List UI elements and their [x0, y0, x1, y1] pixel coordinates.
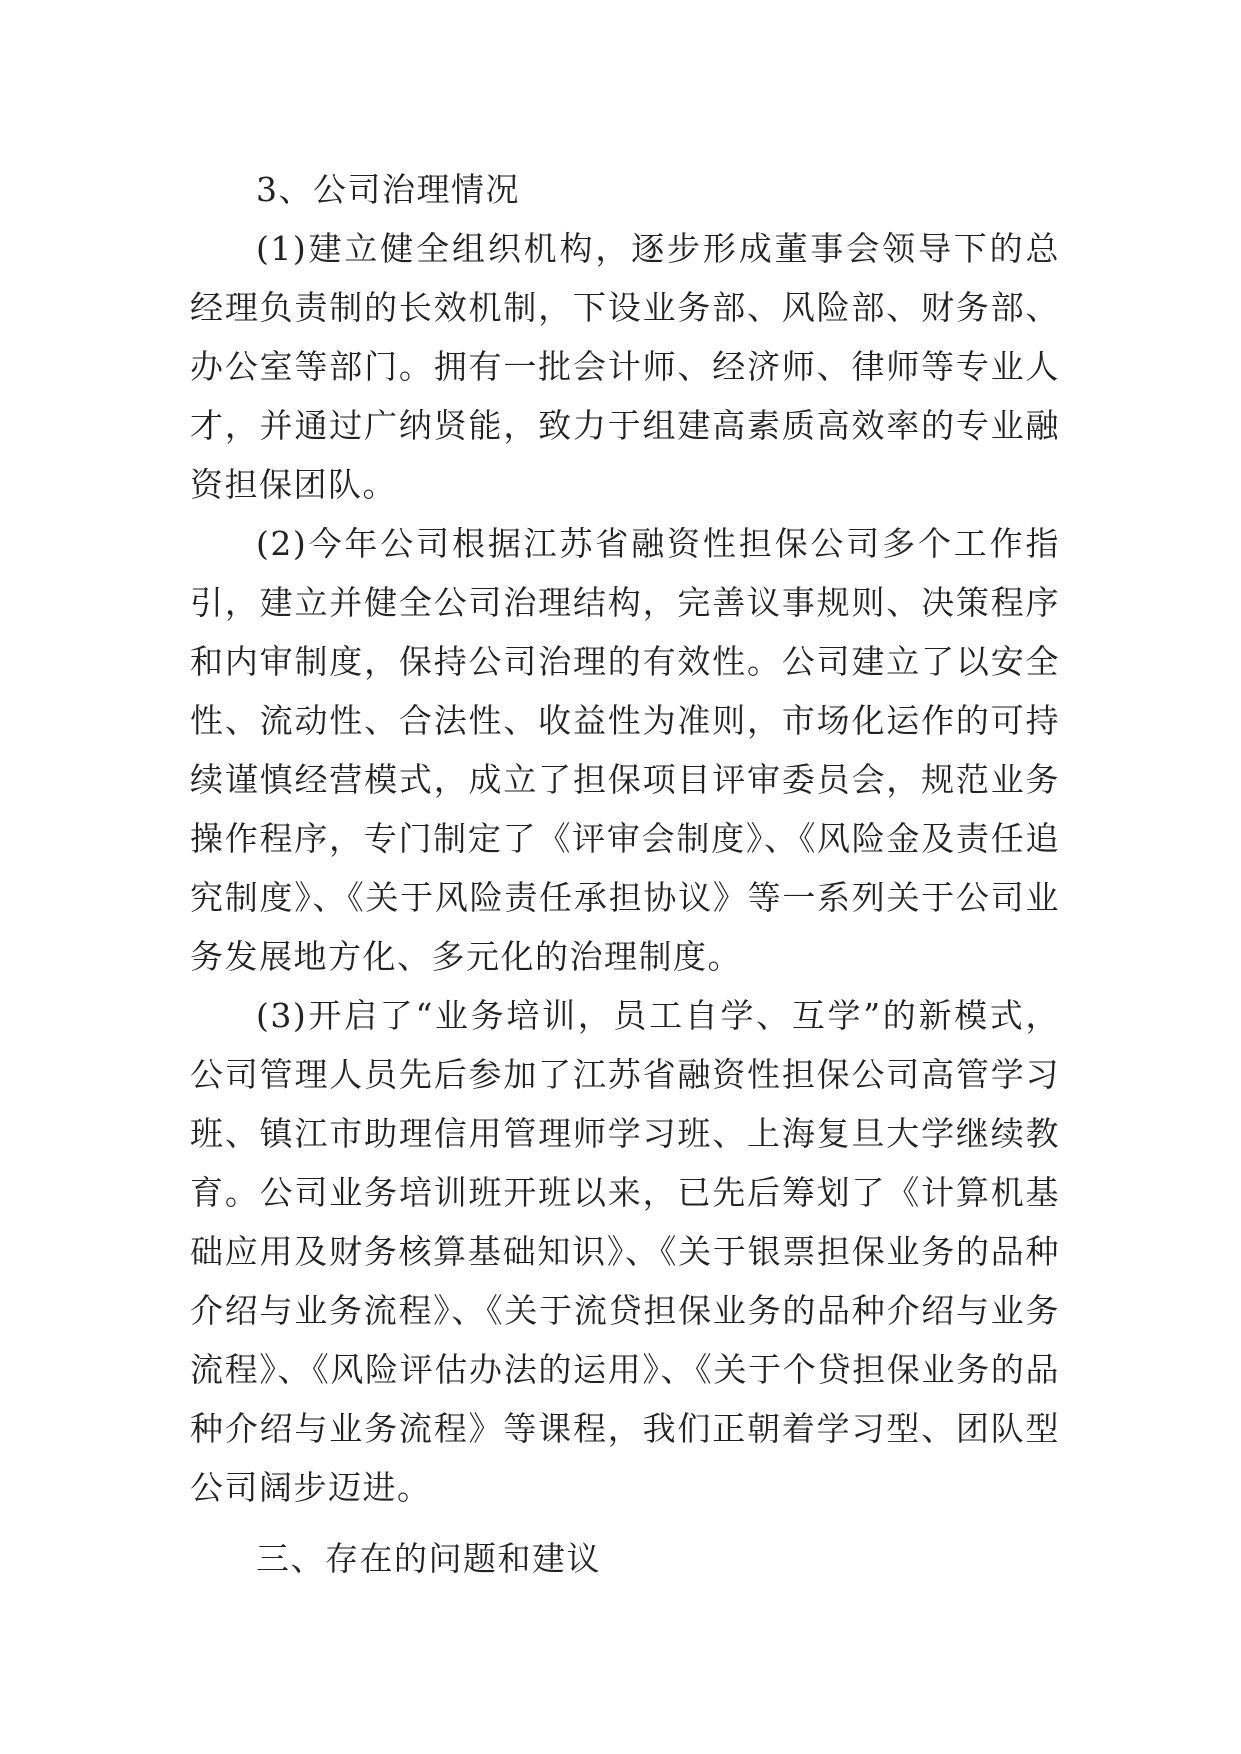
section-heading: 3、公司治理情况	[256, 170, 520, 209]
paragraph-training: (3)开启了“业务培训，员工自学、互学”的新模式，公司管理人员先后参加了江苏省融资性担保公司高管学习班、镇江市助理信用管理师学习班、上海复旦大学继续教育。公司业务培训班开班以来，已先后筹划了《计算机基础应用及财务核算基础知识》、《关于银票担保业务的品种介绍与业务流程》、《关于流贷担保业务的品种介绍与业务流程》、《风险评估办法的运用》、《关于个贷担保业务的品种介绍与业务流程》等课程，我们正朝着学习型、团队型公司阔步迈进。	[190, 996, 1060, 1507]
paragraph-governance: (2)今年公司根据江苏省融资性担保公司多个工作指引，建立并健全公司治理结构，完善议事规则、决策程序和内审制度，保持公司治理的有效性。公司建立了以安全性、流动性、合法性、收益性为准则，市场化运作的可持续谨慎经营模式，成立了担保项目评审委员会，规范业务操作程序，专门制定了《评审会制度》、《风险金及责任追究制度》、《关于风险责任承担协议》等一系列关于公司业务发展地方化、多元化的治理制度。	[190, 524, 1060, 976]
closing-heading: 三、存在的问题和建议	[256, 1539, 601, 1578]
paragraph-org-structure: (1)建立健全组织机构，逐步形成董事会领导下的总经理负责制的长效机制，下设业务部、风险部、财务部、办公室等部门。拥有一批会计师、经济师、律师等专业人才，并通过广纳贤能，致力于组建高素质高效率的专业融资担保团队。	[190, 229, 1060, 504]
document-body	[190, 160, 1060, 1588]
